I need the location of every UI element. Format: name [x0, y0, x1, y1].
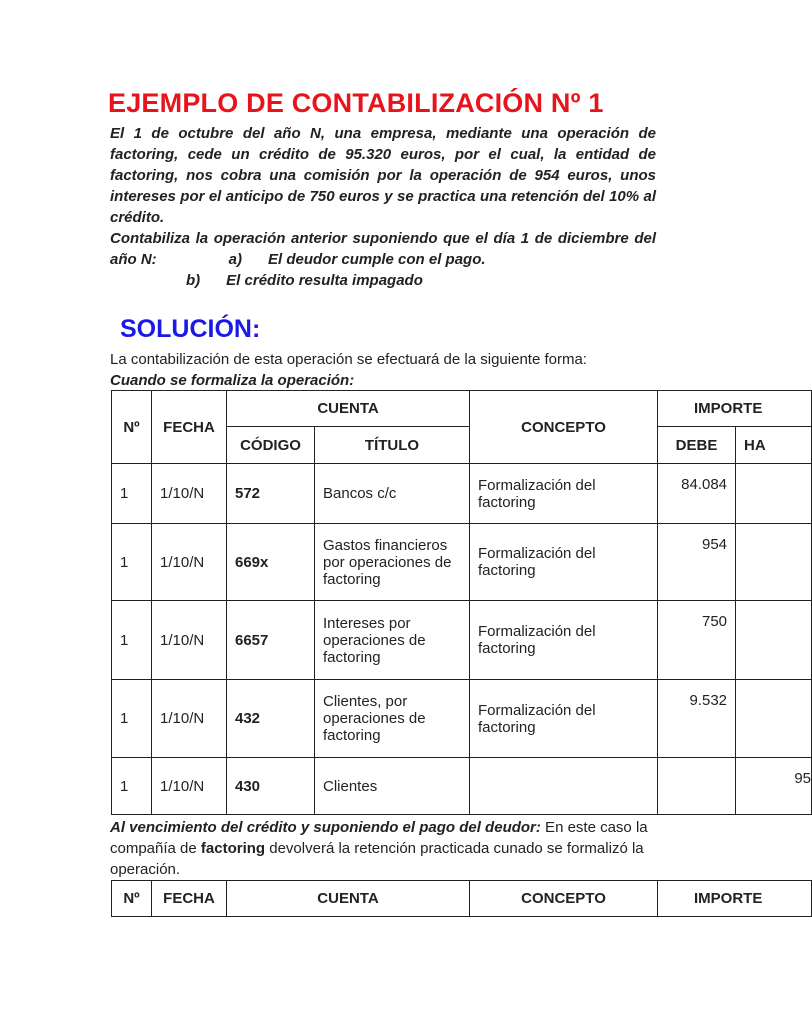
cell-haber [736, 464, 812, 524]
statement-paragraph: El 1 de octubre del año N, una empresa, mediante una operación de factoring, cede un crédito de 95.320 euros, por el cual, la entidad de factoring, nos cobra una comisión por la operación de 954 euros, unos intereses por el anticipo de 750 euros y se practica una retención del 10% al crédito. [110, 125, 656, 226]
cell-n: 1 [112, 464, 152, 524]
cell-concepto: Formalización del factoring [470, 464, 658, 524]
cell-debe [658, 758, 736, 815]
header-n: Nº [112, 881, 152, 917]
table-row [112, 758, 812, 815]
header-concepto: CONCEPTO [470, 881, 658, 917]
cell-codigo: 432 [227, 680, 315, 758]
header-n: Nº [112, 391, 152, 464]
cell-concepto [470, 758, 658, 815]
option-a-text: El deudor cumple con el pago. [268, 251, 486, 268]
cell-fecha: 1/10/N [152, 758, 227, 815]
option-a-label: a) [228, 251, 243, 268]
option-b-text: El crédito resulta impagado [226, 272, 423, 289]
maturity-bold: factoring [200, 840, 266, 857]
cell-n: 1 [112, 758, 152, 815]
journal-table-maturity [111, 880, 812, 917]
cell-haber [736, 680, 812, 758]
header-titulo: TÍTULO [315, 427, 470, 464]
solution-intro-text: La contabilización de esta operación se efectuará de la siguiente forma: [110, 351, 587, 368]
header-concepto: CONCEPTO [470, 391, 658, 464]
solution-intro [110, 349, 600, 391]
document-title: EJEMPLO DE CONTABILIZACIÓN Nº 1 [108, 88, 604, 118]
cell-debe: 9.532 [658, 680, 736, 758]
cell-n: 1 [112, 524, 152, 601]
header-fecha: FECHA [152, 391, 227, 464]
cell-haber [736, 601, 812, 680]
cell-concepto: Formalización del factoring [470, 601, 658, 680]
cell-n: 1 [112, 601, 152, 680]
header-cuenta: CUENTA [227, 881, 470, 917]
header-debe: DEBE [658, 427, 736, 464]
maturity-text-1: En este caso la compañía de [110, 819, 648, 857]
cell-codigo: 430 [227, 758, 315, 815]
cell-haber [736, 524, 812, 601]
solution-heading: SOLUCIÓN: [120, 315, 261, 343]
cell-titulo: Bancos c/c [315, 464, 470, 524]
table-row [112, 601, 812, 680]
cell-debe: 750 [658, 601, 736, 680]
option-b [110, 270, 656, 291]
cell-titulo: Clientes, por operaciones de factoring [315, 680, 470, 758]
cell-fecha: 1/10/N [152, 601, 227, 680]
header-importe: IMPORTE [658, 881, 812, 917]
maturity-paragraph [110, 817, 650, 880]
maturity-text-2: devolverá la retención practicada cunado se formalizó la operación. [110, 840, 644, 878]
maturity-emphasis: Al vencimiento del crédito y suponiendo el pago del deudor: [110, 819, 541, 836]
cell-concepto: Formalización del factoring [470, 680, 658, 758]
table-row [112, 464, 812, 524]
cell-haber: 95 [736, 758, 812, 815]
cell-titulo: Clientes [315, 758, 470, 815]
cell-debe: 954 [658, 524, 736, 601]
table-row [112, 680, 812, 758]
question-paragraph [110, 228, 656, 270]
solution-intro-emphasis: Cuando se formaliza la operación: [110, 372, 355, 389]
cell-codigo: 6657 [227, 601, 315, 680]
table-row [112, 524, 812, 601]
question-text: Contabiliza la operación anterior suponiendo que el día 1 de diciembre del año N: [110, 230, 656, 268]
cell-titulo: Gastos financieros por operaciones de factoring [315, 524, 470, 601]
exercise-statement [110, 123, 656, 291]
header-codigo: CÓDIGO [227, 427, 315, 464]
cell-fecha: 1/10/N [152, 464, 227, 524]
header-importe: IMPORTE [658, 391, 812, 427]
header-cuenta: CUENTA [227, 391, 470, 427]
option-b-label: b) [186, 272, 201, 289]
header-haber: HA [736, 427, 812, 464]
header-fecha: FECHA [152, 881, 227, 917]
cell-debe: 84.084 [658, 464, 736, 524]
cell-fecha: 1/10/N [152, 680, 227, 758]
cell-n: 1 [112, 680, 152, 758]
cell-codigo: 572 [227, 464, 315, 524]
cell-codigo: 669x [227, 524, 315, 601]
journal-table-formalization [111, 390, 812, 815]
cell-concepto: Formalización del factoring [470, 524, 658, 601]
cell-fecha: 1/10/N [152, 524, 227, 601]
cell-titulo: Intereses por operaciones de factoring [315, 601, 470, 680]
